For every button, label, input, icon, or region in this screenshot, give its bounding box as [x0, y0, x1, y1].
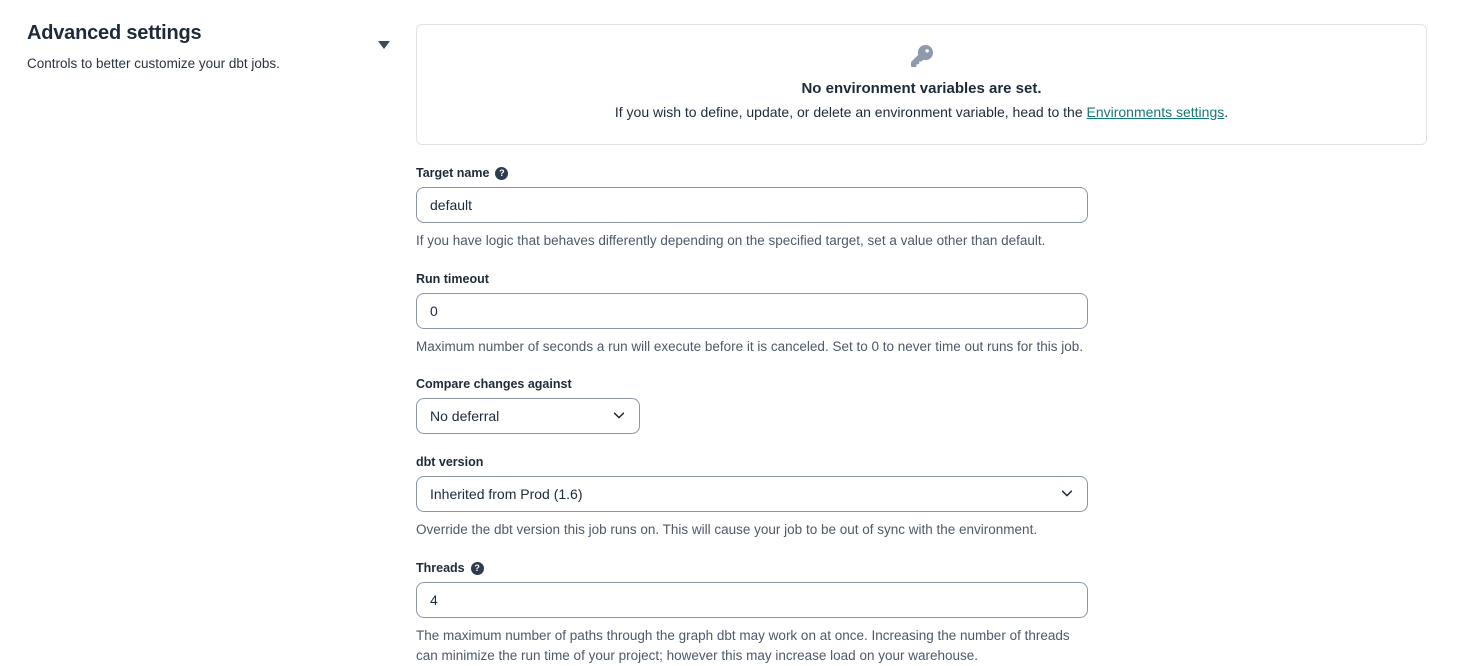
compare-changes-label-row — [416, 377, 1427, 391]
threads-label: Threads — [416, 561, 465, 576]
section-intro — [27, 22, 416, 666]
target-name-label: Target name — [416, 166, 490, 180]
run-timeout-input[interactable] — [416, 293, 1088, 329]
env-banner-text-after: . — [1224, 104, 1229, 120]
chevron-down-icon — [1060, 486, 1074, 503]
page-subtitle: Controls to better customize your dbt jobs. — [27, 56, 280, 71]
threads-help-icon[interactable]: ? — [471, 562, 484, 575]
chevron-down-icon — [612, 408, 626, 425]
env-variables-banner — [416, 24, 1427, 145]
env-banner-title: No environment variables are set. — [801, 80, 1042, 97]
field-dbt-version — [416, 455, 1427, 540]
compare-changes-select[interactable] — [416, 398, 640, 434]
target-name-label-row — [416, 166, 1427, 180]
environments-settings-link[interactable]: Environments settings — [1086, 104, 1225, 120]
threads-helper: The maximum number of paths through the graph dbt may work on at once. Increasing the number of threads can minimize the run time of your project; however this may increase load on your warehouse. — [416, 628, 1070, 663]
threads-label-row — [416, 561, 1427, 575]
env-banner-text — [437, 104, 1406, 120]
page-title: Advanced settings — [27, 22, 202, 44]
heading-row — [27, 22, 416, 49]
key-icon — [911, 45, 933, 72]
run-timeout-label: Run timeout — [416, 271, 489, 286]
dbt-version-select[interactable] — [416, 476, 1088, 512]
collapse-caret-icon[interactable] — [378, 41, 390, 49]
field-threads — [416, 561, 1427, 665]
target-name-input[interactable] — [416, 187, 1088, 223]
dbt-version-label: dbt version — [416, 455, 484, 470]
run-timeout-helper: Maximum number of seconds a run will execute before it is canceled. Set to 0 to never time out runs for this job. — [416, 338, 1084, 354]
settings-form — [416, 22, 1427, 666]
dbt-version-label-row — [416, 455, 1427, 469]
target-name-helper: If you have logic that behaves differently depending on the specified target, set a value other than default. — [416, 233, 1046, 248]
env-banner-text-before: If you wish to define, update, or delete an environment variable, head to the — [614, 104, 1087, 120]
compare-changes-label: Compare changes against — [416, 377, 572, 392]
field-target-name — [416, 166, 1427, 251]
field-run-timeout — [416, 272, 1427, 357]
field-compare-changes — [416, 377, 1427, 434]
run-timeout-label-row — [416, 272, 1427, 286]
dbt-version-selected-value: Inherited from Prod (1.6) — [430, 486, 583, 503]
compare-changes-selected-value: No deferral — [430, 408, 500, 425]
threads-input[interactable] — [416, 582, 1088, 618]
target-name-help-icon[interactable]: ? — [495, 167, 508, 180]
dbt-version-helper: Override the dbt version this job runs on. This will cause your job to be out of sync with the environment. — [416, 522, 1038, 538]
